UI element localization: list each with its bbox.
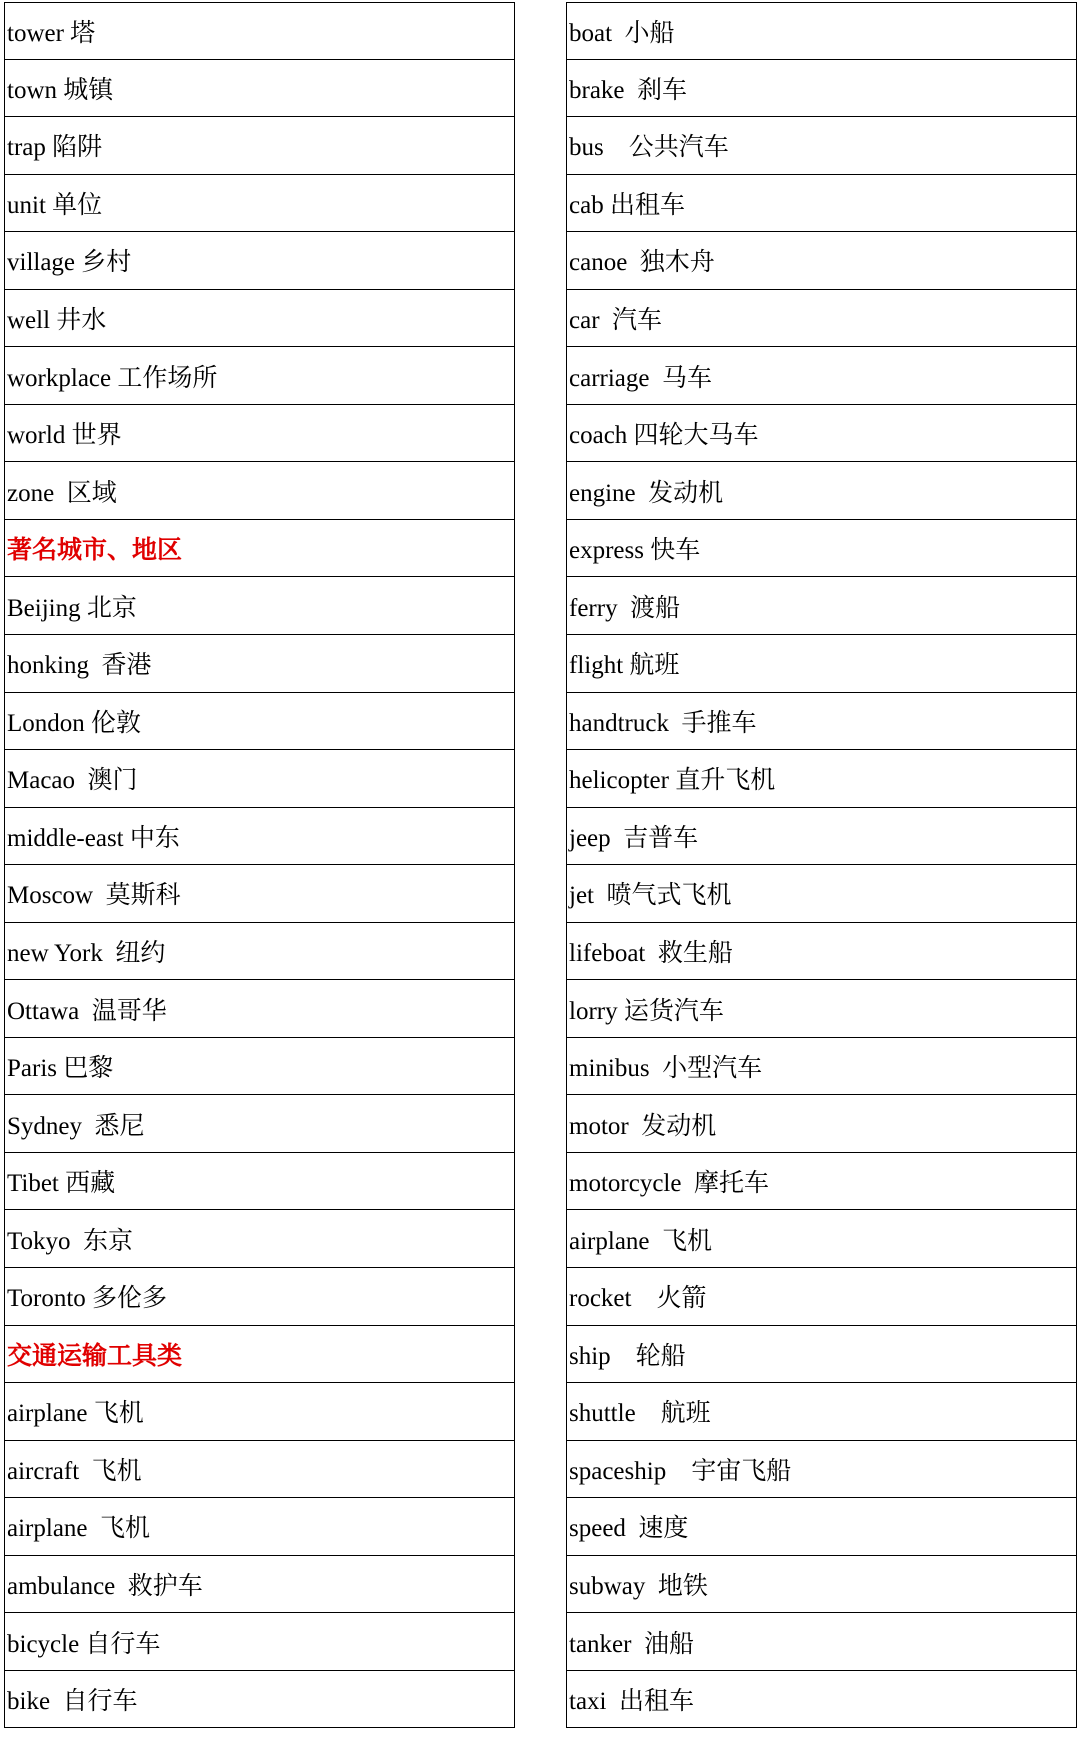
vocabulary-row: bicycle 自行车	[4, 1613, 515, 1671]
vocabulary-row: bike 自行车	[4, 1671, 515, 1729]
vocabulary-row: spaceship 宇宙飞船	[566, 1441, 1077, 1499]
vocabulary-row: handtruck 手推车	[566, 693, 1077, 751]
vocabulary-row: bus 公共汽车	[566, 117, 1077, 175]
vocabulary-row: Ottawa 温哥华	[4, 980, 515, 1038]
vocabulary-row: jet 喷气式飞机	[566, 865, 1077, 923]
vocabulary-row: new York 纽约	[4, 923, 515, 981]
vocabulary-row: helicopter 直升飞机	[566, 750, 1077, 808]
vocabulary-row: shuttle 航班	[566, 1383, 1077, 1441]
vocabulary-row: workplace 工作场所	[4, 347, 515, 405]
vocabulary-row: minibus 小型汽车	[566, 1038, 1077, 1096]
vocabulary-row: Sydney 悉尼	[4, 1095, 515, 1153]
vocabulary-row: cab 出租车	[566, 175, 1077, 233]
vocabulary-row: airplane 飞机	[4, 1383, 515, 1441]
vocabulary-row: honking 香港	[4, 635, 515, 693]
vocabulary-row: Moscow 莫斯科	[4, 865, 515, 923]
vocabulary-row: Beijing 北京	[4, 577, 515, 635]
left-vocabulary-column	[4, 2, 515, 1728]
vocabulary-row: lorry 运货汽车	[566, 980, 1077, 1038]
vocabulary-row: town 城镇	[4, 60, 515, 118]
vocabulary-row: car 汽车	[566, 290, 1077, 348]
vocabulary-row: Paris 巴黎	[4, 1038, 515, 1096]
vocabulary-row: coach 四轮大马车	[566, 405, 1077, 463]
vocabulary-row: engine 发动机	[566, 462, 1077, 520]
vocabulary-row: trap 陷阱	[4, 117, 515, 175]
vocabulary-row: airplane 飞机	[566, 1210, 1077, 1268]
vocabulary-row: boat 小船	[566, 2, 1077, 60]
vocabulary-row: aircraft 飞机	[4, 1441, 515, 1499]
vocabulary-row: London 伦敦	[4, 693, 515, 751]
vocabulary-row: tower 塔	[4, 2, 515, 60]
right-vocabulary-column	[566, 2, 1077, 1728]
vocabulary-row: Tokyo 东京	[4, 1210, 515, 1268]
vocabulary-row: canoe 独木舟	[566, 232, 1077, 290]
vocabulary-row: express 快车	[566, 520, 1077, 578]
vocabulary-row: motorcycle 摩托车	[566, 1153, 1077, 1211]
vocabulary-row: Macao 澳门	[4, 750, 515, 808]
vocabulary-row: lifeboat 救生船	[566, 923, 1077, 981]
vocabulary-row: middle-east 中东	[4, 808, 515, 866]
vocabulary-row: Toronto 多伦多	[4, 1268, 515, 1326]
vocabulary-row: flight 航班	[566, 635, 1077, 693]
vocabulary-row: carriage 马车	[566, 347, 1077, 405]
vocabulary-row: rocket 火箭	[566, 1268, 1077, 1326]
vocabulary-row: unit 单位	[4, 175, 515, 233]
vocabulary-row: jeep 吉普车	[566, 808, 1077, 866]
vocabulary-row: ferry 渡船	[566, 577, 1077, 635]
vocabulary-row: zone 区域	[4, 462, 515, 520]
vocabulary-row: Tibet 西藏	[4, 1153, 515, 1211]
vocabulary-row: taxi 出租车	[566, 1671, 1077, 1729]
vocabulary-row: tanker 油船	[566, 1613, 1077, 1671]
section-heading: 著名城市、地区	[4, 520, 515, 578]
vocabulary-row: village 乡村	[4, 232, 515, 290]
vocabulary-row: speed 速度	[566, 1498, 1077, 1556]
vocabulary-row: subway 地铁	[566, 1556, 1077, 1614]
vocabulary-row: world 世界	[4, 405, 515, 463]
vocabulary-row: motor 发动机	[566, 1095, 1077, 1153]
vocabulary-row: brake 刹车	[566, 60, 1077, 118]
section-heading: 交通运输工具类	[4, 1326, 515, 1384]
vocabulary-row: airplane 飞机	[4, 1498, 515, 1556]
vocabulary-row: well 井水	[4, 290, 515, 348]
vocabulary-row: ship 轮船	[566, 1326, 1077, 1384]
vocabulary-row: ambulance 救护车	[4, 1556, 515, 1614]
